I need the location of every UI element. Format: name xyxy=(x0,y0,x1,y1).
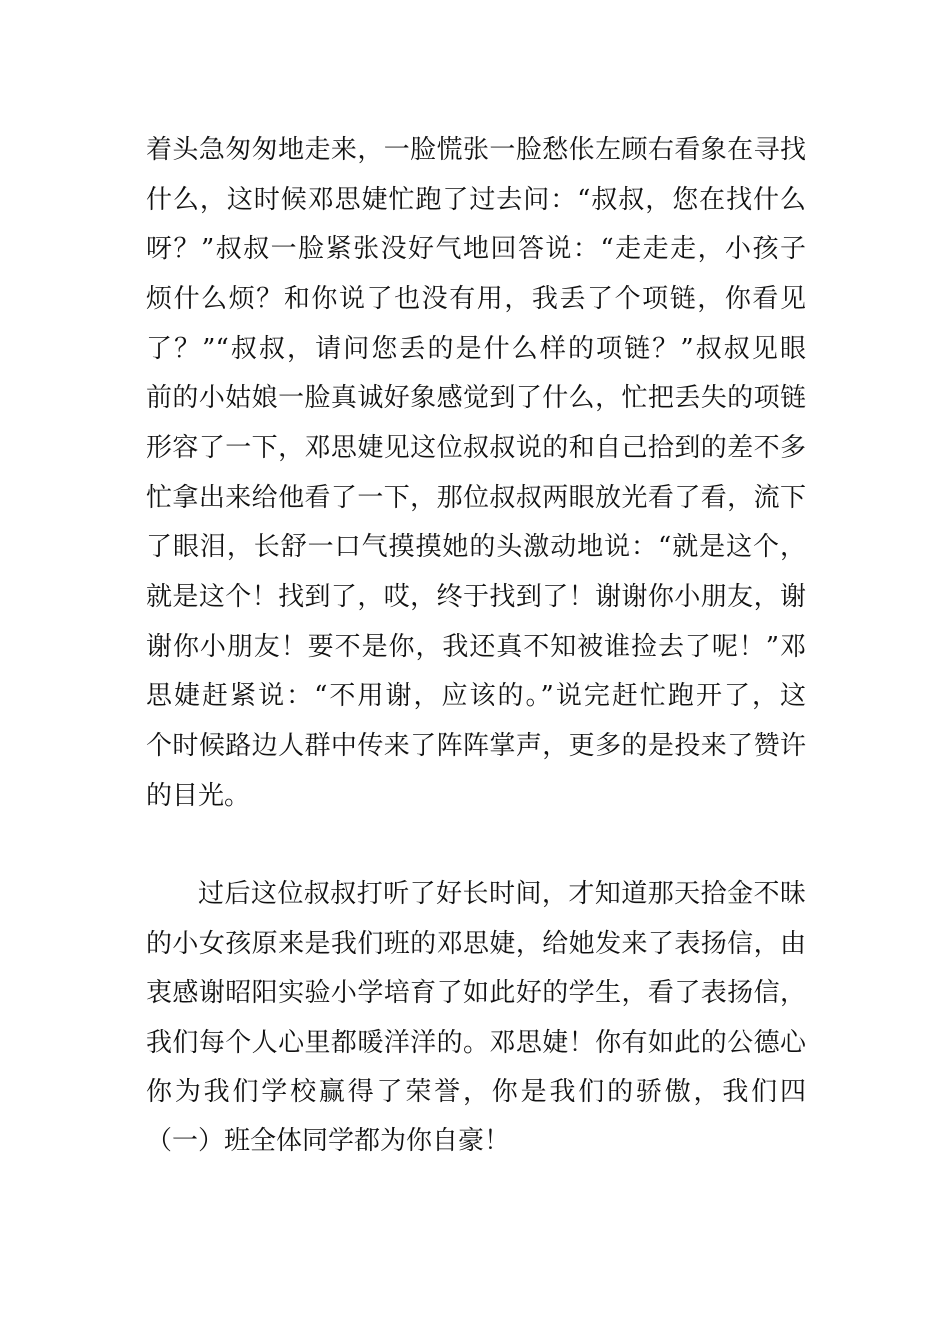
text-line: 了眼泪，长舒一口气摸摸她的头激动地说：“就是这个， xyxy=(146,532,806,562)
text-line: 形容了一下，邓思婕见这位叔叔说的和自己拾到的差不多 xyxy=(146,433,806,463)
text-line: 过后这位叔叔打听了好长时间，才知道那天拾金不昧 xyxy=(198,879,806,909)
text-line: 着头急匆匆地走来，一脸慌张一脸愁伥左顾右看象在寻找 xyxy=(146,135,806,165)
text-line: 前的小姑娘一脸真诚好象感觉到了什么，忙把丢失的项链 xyxy=(146,383,806,413)
text-line: 你为我们学校赢得了荣誉，你是我们的骄傲，我们四 xyxy=(146,1077,806,1107)
text-line: 衷感谢昭阳实验小学培育了如此好的学生，看了表扬信， xyxy=(146,978,806,1008)
text-line: 的目光。 xyxy=(146,781,251,811)
text-line: 忙拿出来给他看了一下，那位叔叔两眼放光看了看，流下 xyxy=(146,483,806,513)
text-line: 思婕赶紧说：“不用谢，应该的。”说完赶忙跑开了，这 xyxy=(146,681,806,711)
text-line: 什么，这时候邓思婕忙跑了过去问：“叔叔，您在找什么 xyxy=(146,185,806,215)
text-line: 呀？”叔叔一脸紧张没好气地回答说：“走走走，小孩子 xyxy=(146,234,806,264)
text-line: 我们每个人心里都暖洋洋的。邓思婕！你有如此的公德心 xyxy=(146,1028,806,1058)
text-line: 个时候路边人群中传来了阵阵掌声，更多的是投来了赞许 xyxy=(146,731,806,761)
text-line: 了？”“叔叔，请问您丢的是什么样的项链？”叔叔见眼 xyxy=(146,334,806,364)
text-line: 烦什么烦？和你说了也没有用，我丢了个项链，你看见 xyxy=(146,284,806,314)
text-line: 就是这个！找到了，哎，终于找到了！谢谢你小朋友，谢 xyxy=(146,582,806,612)
text-line: （一）班全体同学都为你自豪！ xyxy=(146,1126,511,1156)
text-line: 谢你小朋友！要不是你，我还真不知被谁捡去了呢！”邓 xyxy=(146,632,806,662)
text-line: 的小女孩原来是我们班的邓思婕，给她发来了表扬信，由 xyxy=(146,929,806,959)
